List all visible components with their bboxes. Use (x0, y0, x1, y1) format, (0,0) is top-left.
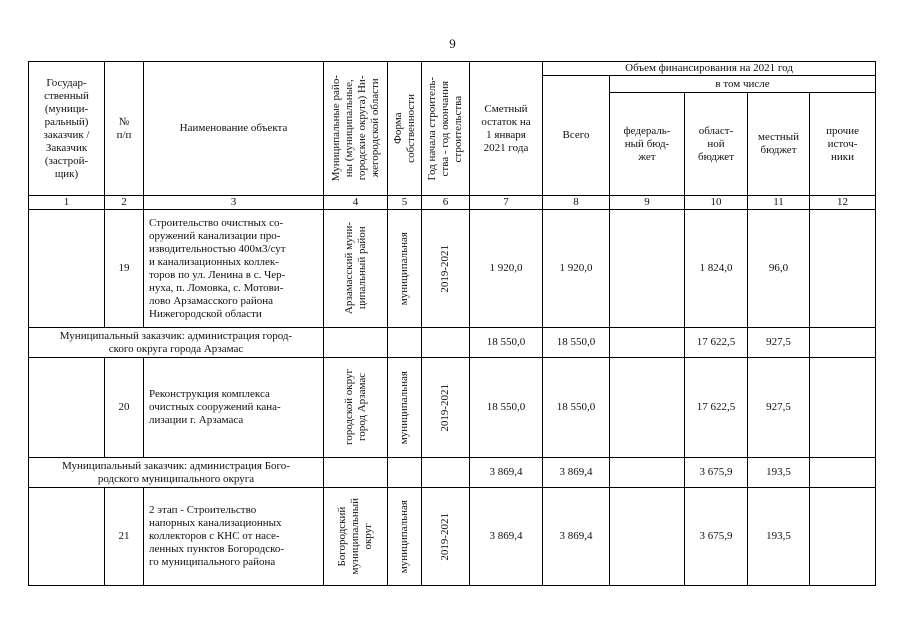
regional-value: 3 675,9 (685, 458, 748, 488)
federal-value (610, 458, 685, 488)
column-number: 12 (810, 196, 876, 210)
header-years (422, 62, 470, 196)
customer-label: Муниципальный заказчик: администрация город- ского округа города Арзамас (29, 328, 324, 358)
header-ownership (388, 62, 422, 196)
balance-value: 3 869,4 (470, 488, 543, 586)
empty-cell (388, 458, 422, 488)
object-name: Строительство очистных со- оружений канализации про- изводительностью 400м3/сут и канализационных коллек- торов по ул. Ленина в с. Чер- нуха, п. Ломовка, с. Мотови- лово Арзамасского района Нижегородской области (144, 210, 324, 328)
federal-value (610, 210, 685, 328)
column-number: 3 (144, 196, 324, 210)
customer-cell (29, 488, 105, 586)
balance-value: 3 869,4 (470, 458, 543, 488)
regional-value: 3 675,9 (685, 488, 748, 586)
header-years-text: Год начала строитель- ства - год окончания строительства (426, 76, 464, 181)
ownership-cell (388, 358, 422, 458)
empty-cell (422, 328, 470, 358)
column-number: 1 (29, 196, 105, 210)
table-row (29, 358, 876, 458)
regional-value: 17 622,5 (685, 358, 748, 458)
customer-label: Муниципальный заказчик: администрация Бого- родского муниципального округа (29, 458, 324, 488)
regional-value: 17 622,5 (685, 328, 748, 358)
balance-value: 1 920,0 (470, 210, 543, 328)
column-number: 4 (324, 196, 388, 210)
district-text: городской округ город Арзамас (342, 369, 368, 446)
header-ownership-text: Форма собственности (391, 94, 417, 163)
total-value: 1 920,0 (543, 210, 610, 328)
table-row (29, 210, 876, 328)
header-districts (324, 62, 388, 196)
empty-cell (388, 328, 422, 358)
header-no: № п/п (105, 62, 144, 196)
balance-value: 18 550,0 (470, 358, 543, 458)
years-cell (422, 488, 470, 586)
district-text: Арзамасский муни- ципальный район (342, 222, 368, 315)
header-federal: федераль- ный бюд- жет (610, 93, 685, 196)
ownership-text: муниципальная (398, 499, 410, 574)
federal-value (610, 358, 685, 458)
column-number: 6 (422, 196, 470, 210)
header-regional: област- ной бюджет (685, 93, 748, 196)
column-number-row (29, 196, 876, 210)
other-value (810, 328, 876, 358)
header-including: в том числе (610, 76, 876, 93)
other-value (810, 488, 876, 586)
federal-value (610, 488, 685, 586)
local-value: 193,5 (748, 488, 810, 586)
years-text: 2019-2021 (439, 512, 451, 561)
header-object-name: Наименование объекта (144, 62, 324, 196)
regional-value: 1 824,0 (685, 210, 748, 328)
total-value: 3 869,4 (543, 488, 610, 586)
column-number: 7 (470, 196, 543, 210)
total-value: 3 869,4 (543, 458, 610, 488)
total-value: 18 550,0 (543, 358, 610, 458)
years-text: 2019-2021 (439, 383, 451, 432)
header-row (29, 62, 876, 76)
header-funding-group: Объем финансирования на 2021 год (543, 62, 876, 76)
local-value: 927,5 (748, 328, 810, 358)
other-value (810, 358, 876, 458)
years-text: 2019-2021 (439, 244, 451, 293)
customer-row (29, 458, 876, 488)
column-number: 11 (748, 196, 810, 210)
object-name: 2 этап - Строительство напорных канализационных коллекторов с КНС от насе- ленных пунктов Богородско- го муниципального района (144, 488, 324, 586)
other-value (810, 458, 876, 488)
header-total: Всего (543, 76, 610, 196)
ownership-text: муниципальная (398, 370, 410, 445)
object-name: Реконструкция комплекса очистных сооружений кана- лизации г. Арзамаса (144, 358, 324, 458)
header-balance: Сметный остаток на 1 января 2021 года (470, 62, 543, 196)
empty-cell (324, 328, 388, 358)
column-number: 5 (388, 196, 422, 210)
other-value (810, 210, 876, 328)
column-number: 8 (543, 196, 610, 210)
column-number: 2 (105, 196, 144, 210)
page-number: 9 (449, 36, 456, 51)
column-number: 9 (610, 196, 685, 210)
header-other: прочие источ- ники (810, 93, 876, 196)
empty-cell (422, 458, 470, 488)
years-cell (422, 210, 470, 328)
column-number: 10 (685, 196, 748, 210)
header-districts-text: Муниципальные райо- ны (муниципальные, городские округа) Ни- жегородской области (329, 75, 381, 182)
ownership-cell (388, 488, 422, 586)
district-cell (324, 210, 388, 328)
local-value: 193,5 (748, 458, 810, 488)
local-value: 927,5 (748, 358, 810, 458)
total-value: 18 550,0 (543, 328, 610, 358)
row-number: 21 (105, 488, 144, 586)
district-cell (324, 358, 388, 458)
ownership-text: муниципальная (398, 231, 410, 306)
years-cell (422, 358, 470, 458)
local-value: 96,0 (748, 210, 810, 328)
header-local: местный бюджет (748, 93, 810, 196)
row-number: 20 (105, 358, 144, 458)
header-customer: Государ- ственный (муници- pальный) заказчик / Заказчик (застрой- щик) (29, 62, 105, 196)
table-row (29, 488, 876, 586)
federal-value (610, 328, 685, 358)
financing-table (28, 61, 876, 586)
balance-value: 18 550,0 (470, 328, 543, 358)
ownership-cell (388, 210, 422, 328)
customer-row (29, 328, 876, 358)
customer-cell (29, 358, 105, 458)
district-cell (324, 488, 388, 586)
empty-cell (324, 458, 388, 488)
customer-cell (29, 210, 105, 328)
row-number: 19 (105, 210, 144, 328)
district-text: Богородский муниципальный округ (336, 498, 374, 575)
